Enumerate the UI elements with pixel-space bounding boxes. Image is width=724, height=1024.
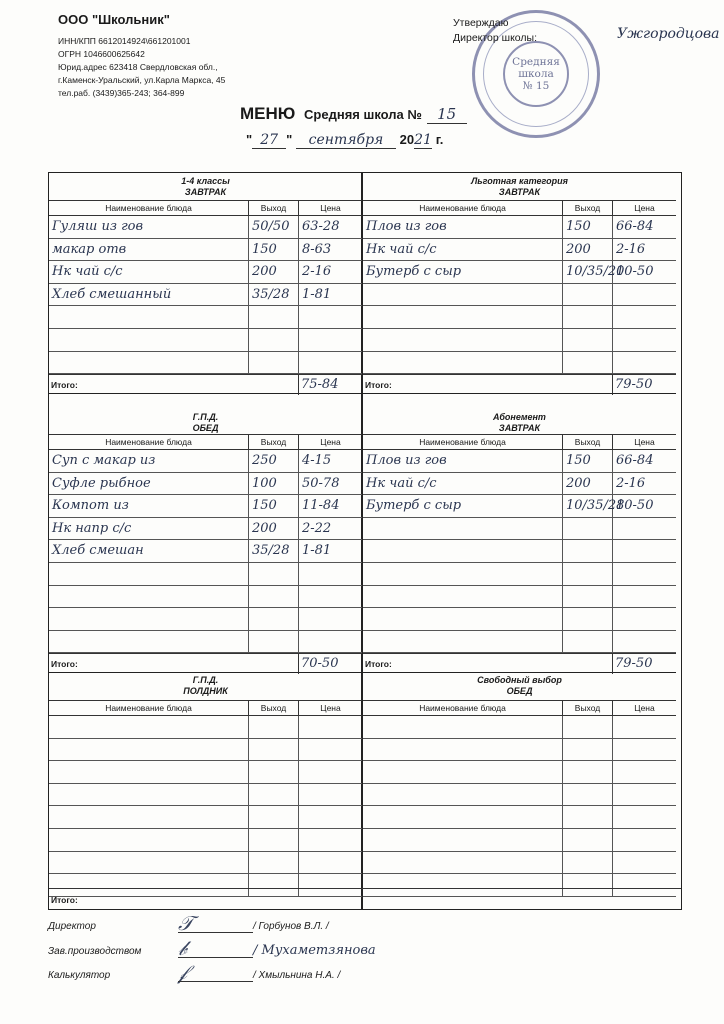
company-block	[58, 12, 225, 100]
cell-dish[interactable]: Плов из гов	[363, 216, 563, 238]
cell-yield[interactable]	[563, 306, 613, 328]
cell-dish[interactable]	[363, 631, 563, 653]
footer-director	[48, 911, 329, 935]
cell-dish[interactable]: макар отв	[49, 239, 249, 261]
cell-yield[interactable]: 200	[563, 473, 613, 495]
cell-price[interactable]	[299, 761, 362, 783]
column-dish: Наименование блюда	[363, 701, 563, 716]
cell-yield[interactable]: 35/28	[249, 284, 299, 306]
table-row	[363, 739, 676, 762]
cell-yield[interactable]: 10/35/20	[563, 261, 613, 283]
cell-yield[interactable]	[249, 829, 299, 851]
cell-price[interactable]	[299, 829, 362, 851]
cell-yield[interactable]	[249, 874, 299, 896]
cell-yield[interactable]	[249, 352, 299, 374]
table-row	[363, 239, 676, 262]
column-price: Цена	[634, 203, 655, 213]
menu-block	[363, 173, 676, 394]
cell-yield[interactable]: 10/35/28	[563, 495, 613, 517]
date-suffix: г.	[435, 132, 444, 147]
column-dish: Наименование блюда	[49, 435, 249, 450]
menu-block	[49, 173, 362, 394]
cell-yield[interactable]	[563, 284, 613, 306]
column-dish: Наименование блюда	[49, 201, 249, 216]
block-group: Г.П.Д.	[192, 412, 219, 422]
table-row	[49, 806, 362, 829]
cell-price[interactable]	[613, 784, 676, 806]
cell-dish[interactable]: Бутерб с сыр	[363, 261, 563, 283]
column-price: Цена	[634, 437, 655, 447]
cell-price[interactable]: 1-81	[302, 286, 332, 302]
cell-yield[interactable]	[249, 806, 299, 828]
column-header	[49, 435, 362, 450]
table-row	[49, 306, 362, 329]
company-ogrn: ОГРН 1046600625642	[58, 49, 145, 59]
cell-dish[interactable]	[49, 852, 249, 874]
cell-price[interactable]	[613, 631, 676, 653]
cell-price[interactable]	[613, 540, 676, 562]
cell-dish[interactable]	[363, 352, 563, 374]
column-price: Цена	[320, 203, 341, 213]
cell-dish[interactable]	[363, 716, 563, 738]
table-row	[363, 631, 676, 654]
total-value[interactable]: 70-50	[301, 656, 339, 672]
table-row	[49, 239, 362, 262]
table-row	[363, 586, 676, 609]
cell-price[interactable]: 66-84	[616, 219, 654, 234]
cell-yield[interactable]	[249, 586, 299, 608]
director-label: Директор школы:	[453, 32, 537, 44]
cell-dish[interactable]	[49, 608, 249, 630]
cell-price[interactable]	[299, 806, 362, 828]
table-row	[363, 518, 676, 541]
cell-price[interactable]	[299, 716, 362, 738]
total-value[interactable]: 79-50	[615, 656, 653, 672]
cell-dish[interactable]	[363, 563, 563, 585]
table-row	[363, 329, 676, 352]
cell-dish[interactable]	[363, 518, 563, 540]
table-row	[363, 473, 676, 496]
director-sign-scribble: 𝒯	[178, 911, 194, 935]
column-price: Цена	[634, 703, 655, 713]
cell-price[interactable]	[613, 874, 676, 896]
menu-date	[246, 132, 443, 149]
cell-dish[interactable]: Нк чай с/с	[363, 473, 563, 495]
block-meal: ЗАВТРАК	[498, 423, 541, 433]
cell-price[interactable]	[613, 563, 676, 585]
cell-price[interactable]: 63-28	[302, 219, 340, 234]
table-row	[49, 329, 362, 352]
table-row	[363, 608, 676, 631]
table-row	[49, 495, 362, 518]
cell-yield[interactable]	[249, 716, 299, 738]
cell-price[interactable]	[613, 352, 676, 374]
footer-calculator	[48, 960, 341, 984]
cell-yield[interactable]	[249, 306, 299, 328]
cell-yield[interactable]	[249, 563, 299, 585]
cell-yield[interactable]	[563, 586, 613, 608]
block-header	[363, 671, 676, 701]
table-row	[49, 352, 362, 375]
cell-yield[interactable]: 100	[249, 473, 299, 495]
column-yield: Выход	[563, 435, 613, 450]
cell-yield[interactable]	[563, 806, 613, 828]
cell-price[interactable]	[299, 352, 362, 374]
cell-yield[interactable]	[563, 739, 613, 761]
block-header	[49, 411, 362, 435]
menu-block	[49, 411, 362, 673]
cell-dish[interactable]	[363, 784, 563, 806]
stamp-line-1: Средняя	[512, 56, 560, 68]
cell-dish[interactable]	[363, 829, 563, 851]
cell-dish[interactable]	[49, 761, 249, 783]
cell-price[interactable]: 1-81	[302, 543, 332, 559]
block-meal: ЗАВТРАК	[498, 187, 541, 197]
cell-price[interactable]	[299, 329, 362, 351]
date-quote-open: "	[246, 132, 253, 147]
table-row	[363, 761, 676, 784]
table-row	[363, 495, 676, 518]
cell-price[interactable]: 10-50	[616, 498, 654, 514]
cell-price[interactable]	[613, 739, 676, 761]
table-row	[363, 829, 676, 852]
column-price: Цена	[320, 703, 341, 713]
cell-price[interactable]	[613, 806, 676, 828]
cell-yield[interactable]	[563, 329, 613, 351]
cell-yield[interactable]	[563, 852, 613, 874]
cell-dish[interactable]	[363, 540, 563, 562]
table-row	[49, 284, 362, 307]
table-row	[363, 284, 676, 307]
cell-yield[interactable]	[563, 716, 613, 738]
cell-yield[interactable]: 150	[563, 216, 613, 238]
cell-dish[interactable]: Нк чай с/с	[49, 261, 249, 283]
block-header	[49, 173, 362, 201]
cell-dish[interactable]	[363, 761, 563, 783]
menu-title	[240, 104, 467, 124]
footer-role: Директор	[48, 921, 96, 932]
cell-yield[interactable]	[563, 540, 613, 562]
cell-price[interactable]	[613, 306, 676, 328]
block-meal: ПОЛДНИК	[183, 686, 228, 696]
column-header	[363, 201, 676, 216]
cell-dish[interactable]	[49, 784, 249, 806]
approval-block	[453, 16, 720, 46]
cell-yield[interactable]	[563, 784, 613, 806]
menu-block	[363, 411, 676, 673]
cell-price[interactable]	[613, 608, 676, 630]
footer-role: Зав.производством	[48, 946, 142, 957]
signature-line	[178, 981, 253, 982]
menu-table	[48, 172, 682, 910]
cell-dish[interactable]	[363, 608, 563, 630]
date-month: сентября	[296, 132, 396, 149]
cell-dish[interactable]	[49, 874, 249, 896]
table-row	[363, 352, 676, 375]
cell-yield[interactable]: 50/50	[249, 216, 299, 238]
cell-price[interactable]	[299, 739, 362, 761]
table-row	[49, 829, 362, 852]
cell-yield[interactable]: 200	[249, 261, 299, 283]
table-row	[49, 784, 362, 807]
cell-price[interactable]	[613, 761, 676, 783]
cell-dish[interactable]: Нк напр с/с	[49, 518, 249, 540]
block-meal: ОБЕД	[506, 686, 533, 696]
company-inn: ИНН/КПП 6612014924\661201001	[58, 36, 191, 46]
cell-yield[interactable]	[563, 563, 613, 585]
footer-chef	[48, 936, 376, 960]
date-year-prefix: 20	[399, 132, 415, 147]
menu-word: МЕНЮ	[240, 104, 296, 123]
cell-price[interactable]	[299, 306, 362, 328]
cell-dish[interactable]	[363, 852, 563, 874]
date-day: 27	[252, 132, 286, 149]
cell-price[interactable]	[299, 563, 362, 585]
column-yield: Выход	[563, 201, 613, 216]
cell-yield[interactable]	[563, 518, 613, 540]
column-header	[49, 201, 362, 216]
cell-price[interactable]	[299, 586, 362, 608]
cell-price[interactable]	[299, 852, 362, 874]
menu-block	[363, 671, 676, 897]
cell-price[interactable]	[613, 716, 676, 738]
table-row	[49, 473, 362, 496]
table-row	[49, 761, 362, 784]
company-address-1: Юрид.адрес 623418 Свердловская обл.,	[58, 62, 218, 72]
total-value[interactable]: 79-50	[615, 377, 653, 393]
table-row	[49, 852, 362, 875]
cell-dish[interactable]	[49, 352, 249, 374]
cell-price[interactable]: 66-84	[616, 453, 654, 468]
chef-sign-scribble: 𝒷	[178, 936, 187, 960]
table-row	[49, 608, 362, 631]
cell-price[interactable]	[613, 329, 676, 351]
total-row	[363, 374, 676, 394]
cell-dish[interactable]: Хлеб смешан	[49, 540, 249, 562]
cell-dish[interactable]	[363, 284, 563, 306]
total-label: Итого:	[49, 375, 299, 395]
cell-yield[interactable]: 150	[249, 495, 299, 517]
cell-yield[interactable]	[563, 608, 613, 630]
cell-yield[interactable]	[563, 352, 613, 374]
cell-dish[interactable]	[363, 306, 563, 328]
cell-price[interactable]: 2-16	[616, 241, 646, 257]
column-dish: Наименование блюда	[363, 201, 563, 216]
cell-yield[interactable]	[563, 874, 613, 896]
cell-dish[interactable]	[49, 806, 249, 828]
cell-price[interactable]: 11-84	[302, 498, 340, 514]
cell-dish[interactable]	[363, 874, 563, 896]
column-dish: Наименование блюда	[49, 701, 249, 716]
cell-yield[interactable]	[249, 852, 299, 874]
cell-dish[interactable]	[49, 306, 249, 328]
table-row	[49, 518, 362, 541]
stamp-center	[503, 41, 569, 107]
school-number: 15	[427, 105, 467, 124]
table-row	[363, 806, 676, 829]
menu-block	[49, 671, 362, 897]
final-total-line	[49, 888, 681, 889]
table-row	[363, 306, 676, 329]
table-row	[363, 852, 676, 875]
stamp-line-2: школа	[518, 68, 554, 80]
cell-dish[interactable]: Гуляш из гов	[49, 216, 249, 238]
cell-yield[interactable]	[249, 608, 299, 630]
cell-price[interactable]	[299, 874, 362, 896]
cell-dish[interactable]: Суп с макар из	[49, 450, 249, 472]
column-yield: Выход	[249, 201, 299, 216]
cell-price[interactable]: 8-63	[302, 241, 332, 257]
column-yield: Выход	[249, 435, 299, 450]
table-row	[363, 563, 676, 586]
cell-dish[interactable]: Хлеб смешанный	[49, 284, 249, 306]
footer-name: / Мухаметзянова	[253, 943, 376, 958]
cell-yield[interactable]	[249, 784, 299, 806]
table-row	[49, 739, 362, 762]
cell-price[interactable]	[613, 284, 676, 306]
total-row	[49, 374, 362, 394]
cell-dish[interactable]: Суфле рыбное	[49, 473, 249, 495]
table-row	[49, 586, 362, 609]
total-label: Итого:	[49, 654, 299, 674]
column-dish: Наименование блюда	[363, 435, 563, 450]
block-header	[49, 671, 362, 701]
cell-yield[interactable]	[563, 829, 613, 851]
column-yield: Выход	[563, 701, 613, 716]
table-row	[49, 540, 362, 563]
table-row	[363, 540, 676, 563]
cell-yield[interactable]: 200	[249, 518, 299, 540]
cell-price[interactable]	[613, 852, 676, 874]
table-row	[49, 563, 362, 586]
block-group: 1-4 классы	[181, 176, 230, 186]
footer-role: Калькулятор	[48, 970, 111, 981]
cell-price[interactable]: 2-16	[302, 264, 332, 280]
cell-yield[interactable]: 150	[249, 239, 299, 261]
column-header	[49, 701, 362, 716]
cell-price[interactable]	[299, 784, 362, 806]
cell-dish[interactable]	[49, 631, 249, 653]
cell-dish[interactable]	[363, 586, 563, 608]
total-label: Итого:	[363, 375, 613, 395]
table-row	[363, 261, 676, 284]
column-yield: Выход	[249, 701, 299, 716]
cell-price[interactable]	[299, 608, 362, 630]
column-header	[363, 701, 676, 716]
total-value[interactable]: 75-84	[301, 377, 339, 393]
cell-yield[interactable]	[249, 739, 299, 761]
cell-yield[interactable]	[563, 631, 613, 653]
total-label: Итого:	[363, 654, 613, 674]
cell-dish[interactable]: Бутерб с сыр	[363, 495, 563, 517]
signature-line	[178, 932, 253, 933]
company-name: ООО "Школьник"	[58, 12, 170, 27]
table-row	[49, 631, 362, 654]
calc-sign-scribble: 𝒻	[178, 960, 187, 984]
table-row	[363, 216, 676, 239]
table-row	[49, 874, 362, 897]
table-row	[363, 450, 676, 473]
cell-dish[interactable]	[363, 329, 563, 351]
cell-dish[interactable]	[49, 716, 249, 738]
stamp-line-3: № 15	[522, 80, 550, 92]
cell-price[interactable]: 10-50	[616, 264, 654, 280]
cell-dish[interactable]: Компот из	[49, 495, 249, 517]
table-row	[363, 716, 676, 739]
cell-dish[interactable]: Плов из гов	[363, 450, 563, 472]
block-meal: ЗАВТРАК	[184, 187, 227, 197]
cell-price[interactable]	[613, 586, 676, 608]
cell-price[interactable]	[299, 631, 362, 653]
cell-yield[interactable]	[563, 761, 613, 783]
cell-dish[interactable]	[363, 806, 563, 828]
cell-price[interactable]	[613, 829, 676, 851]
cell-dish[interactable]	[49, 739, 249, 761]
cell-price[interactable]: 50-78	[302, 475, 340, 491]
cell-yield[interactable]	[249, 761, 299, 783]
cell-dish[interactable]	[49, 829, 249, 851]
cell-dish[interactable]: Нк чай с/с	[363, 239, 563, 261]
cell-price[interactable]	[613, 518, 676, 540]
table-row	[49, 450, 362, 473]
cell-yield[interactable]: 250	[249, 450, 299, 472]
block-header	[363, 173, 676, 201]
director-signature: Ужгородцова	[617, 26, 720, 42]
block-group: Г.П.Д.	[192, 675, 219, 685]
block-group: Абонемент	[493, 412, 546, 422]
cell-dish[interactable]	[49, 329, 249, 351]
cell-yield[interactable]: 35/28	[249, 540, 299, 562]
company-address-2: г.Каменск-Уральский, ул.Карла Маркса, 45	[58, 75, 226, 85]
table-row	[363, 784, 676, 807]
cell-price[interactable]: 2-16	[616, 475, 646, 491]
cell-dish[interactable]	[49, 586, 249, 608]
block-group: Свободный выбор	[477, 675, 562, 685]
cell-yield[interactable]: 200	[563, 239, 613, 261]
signature-line	[178, 957, 253, 958]
date-quote-close: "	[286, 132, 293, 147]
date-year: 21	[414, 132, 432, 148]
cell-price[interactable]: 4-15	[302, 453, 332, 468]
footer-name: / Хмыльнина Н.А. /	[253, 970, 341, 981]
final-total-label: Итого:	[51, 895, 78, 905]
column-header	[363, 435, 676, 450]
table-row	[363, 874, 676, 897]
table-row	[49, 216, 362, 239]
approve-label: Утверждаю	[453, 17, 509, 29]
table-row	[49, 716, 362, 739]
table-row	[49, 261, 362, 284]
cell-price[interactable]: 2-22	[302, 520, 332, 536]
cell-dish[interactable]	[363, 739, 563, 761]
footer-name: / Горбунов В.Л. /	[253, 921, 329, 932]
cell-yield[interactable]: 150	[563, 450, 613, 472]
column-price: Цена	[320, 437, 341, 447]
cell-dish[interactable]	[49, 563, 249, 585]
cell-yield[interactable]	[249, 631, 299, 653]
block-meal: ОБЕД	[192, 423, 219, 433]
block-header	[363, 411, 676, 435]
block-group: Льготная категория	[471, 176, 568, 186]
school-label: Средняя школа №	[304, 107, 422, 122]
cell-yield[interactable]	[249, 329, 299, 351]
company-phone: тел.раб. (3439)365-243; 364-899	[58, 88, 185, 98]
